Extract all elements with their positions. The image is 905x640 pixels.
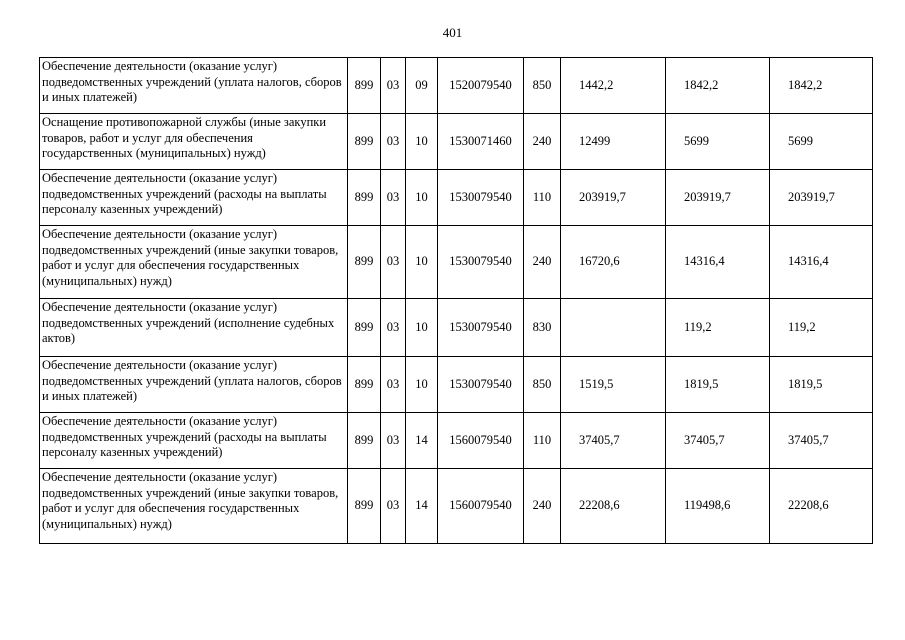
subsection-code: 09: [406, 58, 438, 114]
amount-year-1: 1442,2: [561, 58, 666, 114]
subsection-code: 10: [406, 299, 438, 357]
amount-year-2: 1842,2: [666, 58, 770, 114]
amount-year-3: 1819,5: [770, 357, 873, 413]
table-row: [40, 226, 873, 299]
expense-name: Обеспечение деятельности (оказание услуг) подведомственных учреждений (уплата налогов, сборов и иных платежей): [40, 58, 348, 114]
budget-table: [39, 57, 873, 544]
expense-type-code: 240: [524, 469, 561, 544]
ministry-code: 899: [348, 299, 381, 357]
table-row: [40, 469, 873, 544]
amount-year-3: 1842,2: [770, 58, 873, 114]
amount-year-3: 14316,4: [770, 226, 873, 299]
section-code: 03: [381, 299, 406, 357]
amount-year-2: 203919,7: [666, 170, 770, 226]
amount-year-3: 22208,6: [770, 469, 873, 544]
expense-name: Обеспечение деятельности (оказание услуг) подведомственных учреждений (исполнение судебных актов): [40, 299, 348, 357]
expense-type-code: 850: [524, 357, 561, 413]
expense-name: Обеспечение деятельности (оказание услуг) подведомственных учреждений (расходы на выплаты персоналу казенных учреждений): [40, 170, 348, 226]
target-code: 1560079540: [438, 469, 524, 544]
table-row: [40, 170, 873, 226]
amount-year-1: 37405,7: [561, 413, 666, 469]
expense-type-code: 240: [524, 114, 561, 170]
expense-type-code: 850: [524, 58, 561, 114]
expense-type-code: 110: [524, 413, 561, 469]
expense-name: Обеспечение деятельности (оказание услуг) подведомственных учреждений (иные закупки товаров, работ и услуг для обеспечения государственных (муниципальных) нужд): [40, 226, 348, 299]
ministry-code: 899: [348, 469, 381, 544]
table-row: [40, 58, 873, 114]
target-code: 1530079540: [438, 357, 524, 413]
amount-year-1: 16720,6: [561, 226, 666, 299]
ministry-code: 899: [348, 357, 381, 413]
amount-year-1: [561, 299, 666, 357]
amount-year-2: 119498,6: [666, 469, 770, 544]
amount-year-2: 5699: [666, 114, 770, 170]
amount-year-2: 37405,7: [666, 413, 770, 469]
amount-year-1: 12499: [561, 114, 666, 170]
section-code: 03: [381, 469, 406, 544]
target-code: 1560079540: [438, 413, 524, 469]
amount-year-3: 119,2: [770, 299, 873, 357]
expense-name: Обеспечение деятельности (оказание услуг) подведомственных учреждений (иные закупки товаров, работ и услуг для обеспечения государственных (муниципальных) нужд): [40, 469, 348, 544]
target-code: 1530079540: [438, 299, 524, 357]
amount-year-2: 14316,4: [666, 226, 770, 299]
amount-year-3: 203919,7: [770, 170, 873, 226]
table-row: [40, 357, 873, 413]
target-code: 1530079540: [438, 226, 524, 299]
table-row: [40, 114, 873, 170]
ministry-code: 899: [348, 58, 381, 114]
target-code: 1530079540: [438, 170, 524, 226]
section-code: 03: [381, 413, 406, 469]
section-code: 03: [381, 114, 406, 170]
expense-type-code: 110: [524, 170, 561, 226]
expense-name: Обеспечение деятельности (оказание услуг) подведомственных учреждений (уплата налогов, сборов и иных платежей): [40, 357, 348, 413]
section-code: 03: [381, 58, 406, 114]
subsection-code: 10: [406, 114, 438, 170]
subsection-code: 10: [406, 226, 438, 299]
page-number: 401: [442, 25, 463, 40]
amount-year-2: 1819,5: [666, 357, 770, 413]
ministry-code: 899: [348, 413, 381, 469]
amount-year-2: 119,2: [666, 299, 770, 357]
section-code: 03: [381, 170, 406, 226]
subsection-code: 14: [406, 413, 438, 469]
section-code: 03: [381, 357, 406, 413]
amount-year-3: 5699: [770, 114, 873, 170]
ministry-code: 899: [348, 114, 381, 170]
target-code: 1520079540: [438, 58, 524, 114]
ministry-code: 899: [348, 226, 381, 299]
amount-year-1: 203919,7: [561, 170, 666, 226]
subsection-code: 10: [406, 357, 438, 413]
subsection-code: 14: [406, 469, 438, 544]
ministry-code: 899: [348, 170, 381, 226]
target-code: 1530071460: [438, 114, 524, 170]
expense-name: Оснащение противопожарной службы (иные закупки товаров, работ и услуг для обеспечения государственных (муниципальных) нужд): [40, 114, 348, 170]
expense-name: Обеспечение деятельности (оказание услуг) подведомственных учреждений (расходы на выплаты персоналу казенных учреждений): [40, 413, 348, 469]
subsection-code: 10: [406, 170, 438, 226]
amount-year-1: 1519,5: [561, 357, 666, 413]
amount-year-3: 37405,7: [770, 413, 873, 469]
expense-type-code: 240: [524, 226, 561, 299]
table-row: [40, 413, 873, 469]
expense-type-code: 830: [524, 299, 561, 357]
table-row: [40, 299, 873, 357]
amount-year-1: 22208,6: [561, 469, 666, 544]
section-code: 03: [381, 226, 406, 299]
